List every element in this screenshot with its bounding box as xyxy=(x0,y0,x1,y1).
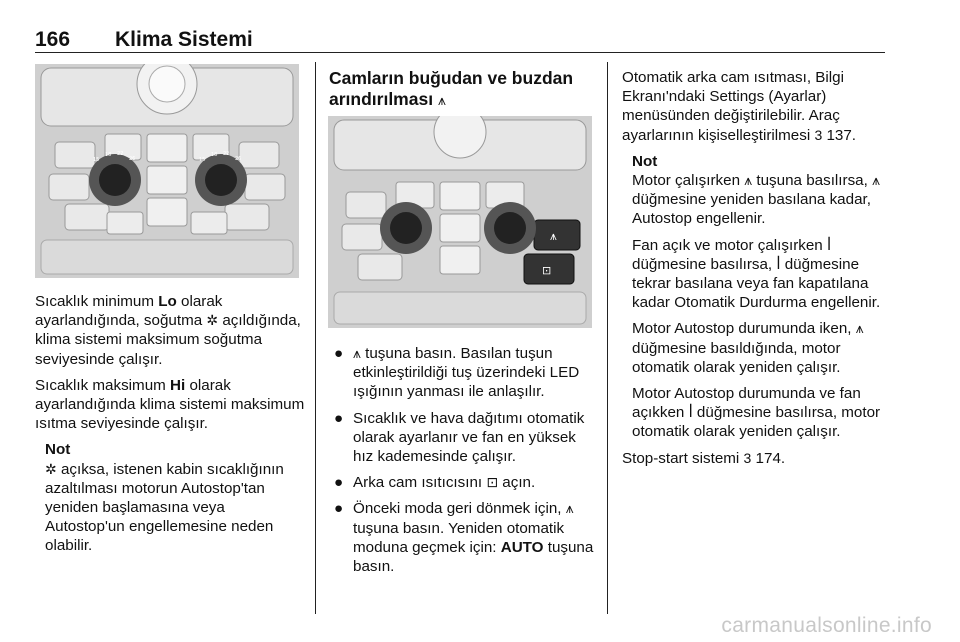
svg-text:26: 26 xyxy=(129,156,136,162)
list-item: ● Sıcaklık ve hava dağıtımı otomatik olarak ayarlanır ve fan en yüksek hız kademesinde çalışır. xyxy=(334,409,585,466)
middle-bullets xyxy=(329,344,595,583)
svg-text:⊡: ⊡ xyxy=(542,264,552,277)
svg-text:26: 26 xyxy=(235,156,242,162)
auto-keyword: AUTO xyxy=(500,538,544,556)
cross-reference-arrow-icon: 3 xyxy=(743,449,752,466)
snowflake-icon: ✲ xyxy=(206,312,219,329)
lo-keyword: Lo xyxy=(158,293,177,310)
column-divider xyxy=(607,62,608,614)
left-column xyxy=(35,292,305,563)
windscreen-defrost-icon: ⩚ xyxy=(855,320,864,337)
note-paragraph: Fan açık ve motor çalışırken ꟾ düğmesine basılırsa, ꟾ düğmesine tekrar basılana veya fan kapatılana kadar Otomatik Durdurma engellenir. xyxy=(632,236,881,312)
note-block xyxy=(632,152,888,442)
hi-keyword: Hi xyxy=(170,376,186,394)
windscreen-defrost-icon: ⩚ xyxy=(565,500,574,517)
defrost-panel-illustration xyxy=(328,116,592,328)
middle-column xyxy=(329,68,595,121)
climate-panel-figure xyxy=(35,64,299,278)
cross-reference-arrow-icon: 3 xyxy=(814,126,823,143)
bullet-list xyxy=(329,344,595,576)
column-divider xyxy=(315,62,316,614)
note-paragraph: Motor Autostop durumunda ve fan açıkken ꟾ düğmesine basılırsa, motor otomatik olarak yeniden çalışır. xyxy=(632,385,881,441)
fan-icon: ꟾ xyxy=(776,255,781,272)
section-title: Camların buğudan ve buzdan arındırılması ⩚ xyxy=(329,68,574,109)
paragraph-settings: Otomatik arka cam ısıtması, Bilgi Ekranı'ndaki Settings (Ayarlar) menüsünden değiştirilebilir. Araç ayarlarının kişiselleştirilmesi 3 137. xyxy=(622,69,857,144)
note-block xyxy=(45,440,305,555)
note-title: Not xyxy=(632,152,658,170)
windscreen-defrost-icon: ⩚ xyxy=(872,172,880,189)
list-item: ● Önceki moda geri dönmek için, ⩚ tuşuna basın. Yeniden otomatik moduna geçmek için: AUTO tuşuna basın. xyxy=(334,500,594,576)
paragraph-stop-start: Stop-start sistemi 3 174. xyxy=(622,449,786,467)
page-header xyxy=(35,28,885,52)
note-text: ✲ açıksa, istenen kabin sıcaklığının azaltılması motorun Autostop'tan yeniden başlamasına veya Autostop'un engellemesine neden olabilir. xyxy=(45,460,284,555)
header-rule xyxy=(35,52,885,53)
snowflake-icon: ✲ xyxy=(45,460,57,477)
note-paragraph: Motor Autostop durumunda iken, ⩚ düğmesine basıldığında, motor otomatik olarak yeniden çalışır. xyxy=(632,320,864,376)
climate-panel-illustration xyxy=(35,64,299,278)
paragraph-min-temp: Sıcaklık minimum Lo olarak ayarlandığında, soğutma ✲ açıldığında, klima sistemi maksimum soğutma seviyesinde çalışır. xyxy=(35,293,301,368)
fan-icon: ꟾ xyxy=(826,236,832,253)
windscreen-defrost-icon: ⩚ xyxy=(353,345,361,361)
windscreen-defrost-icon: ⩚ xyxy=(744,172,753,189)
chapter-title: Klima Sistemi xyxy=(115,28,253,51)
list-item: ● Arka cam ısıtıcısını ⊡ açın. xyxy=(334,474,536,492)
svg-text:15: 15 xyxy=(93,157,100,163)
svg-text:22: 22 xyxy=(223,151,230,157)
right-column xyxy=(622,68,888,475)
svg-text:18: 18 xyxy=(105,152,112,158)
list-item: ● ⩚ tuşuna basın. Basılan tuşun etkinleştirildiği tuş üzerindeki LED ışığının yanması ile anlaşılır. xyxy=(334,345,580,401)
paragraph-max-temp: Sıcaklık maksimum Hi olarak ayarlandığında klima sistemi maksimum ısıtma seviyesinde çalışır. xyxy=(35,376,305,433)
svg-text:18: 18 xyxy=(211,152,218,158)
svg-text:⩚: ⩚ xyxy=(550,229,557,243)
rear-window-heater-icon: ⊡ xyxy=(486,474,499,491)
fan-icon: ꟾ xyxy=(688,404,693,421)
note-title: Not xyxy=(45,441,71,459)
windscreen-defrost-icon: ⩚ xyxy=(437,92,446,108)
svg-text:22: 22 xyxy=(117,151,124,157)
page-number: 166 xyxy=(35,28,71,51)
watermark: carmanualsonline.info xyxy=(721,614,932,637)
defrost-panel-figure xyxy=(328,116,592,328)
svg-text:15: 15 xyxy=(199,157,206,163)
note-paragraph: Motor çalışırken ⩚ tuşuna basılırsa, ⩚ düğmesine yeniden basılana kadar, Autostop engellenir. xyxy=(632,172,880,228)
